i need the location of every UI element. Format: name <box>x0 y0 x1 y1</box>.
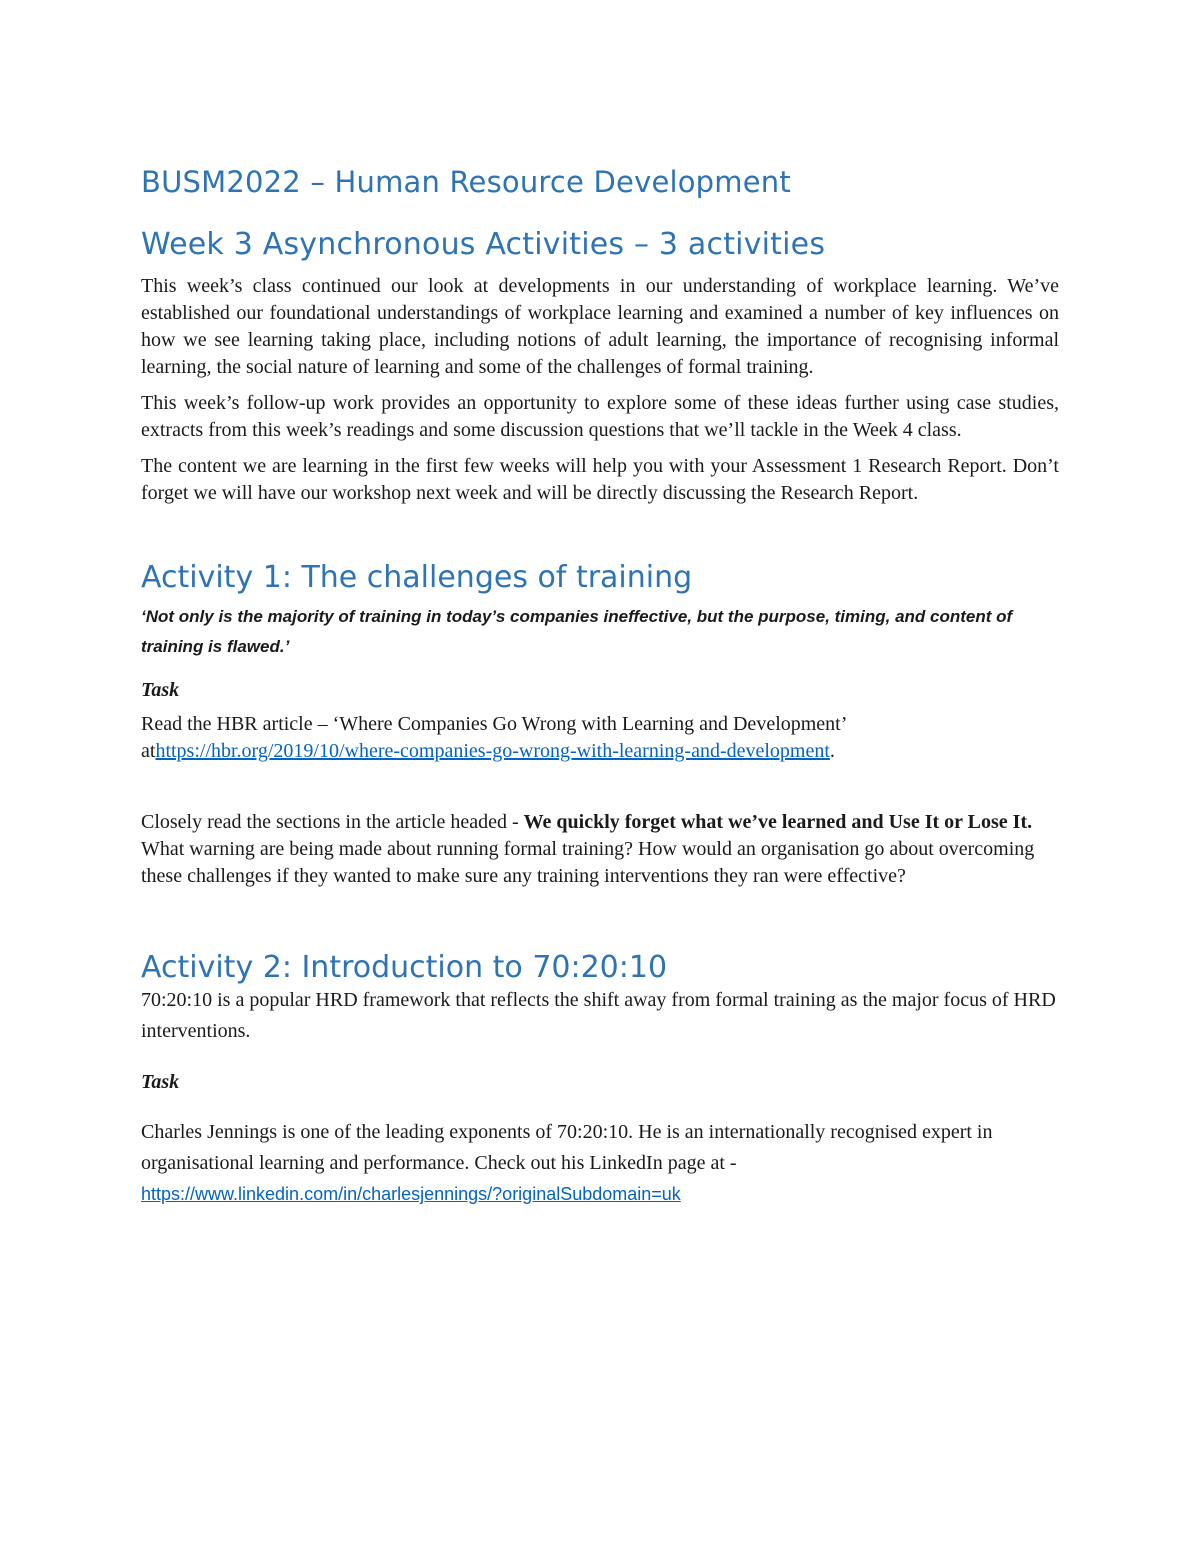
activity2-heading: Activity 2: Introduction to 70:20:10 <box>141 950 668 985</box>
activity1-at-text: at <box>141 740 156 762</box>
activity2-task-label: Task <box>141 1071 180 1093</box>
activity1-heading: Activity 1: The challenges of training <box>141 560 693 595</box>
activity1-read-text: Read the HBR article – ‘Where Companies Go Wrong with Learning and Development’ <box>141 713 848 735</box>
activity1-closely-prefix: Closely read the sections in the article headed - <box>141 811 524 833</box>
activity2-jennings-text: Charles Jennings is one of the leading exponents of 70:20:10. He is an internationally recognised expert in organisational learning and performance. Check out his LinkedIn page at - <box>141 1121 993 1174</box>
activity1-closely-bold: We quickly forget what we’ve learned and Use It or Lose It. <box>523 811 1033 833</box>
hbr-article-link[interactable]: https://hbr.org/2019/10/where-companies-go-wrong-with-learning-and-development <box>155 740 830 762</box>
course-title: BUSM2022 – Human Resource Development <box>141 165 791 199</box>
activity2-jennings-paragraph <box>141 1117 1059 1210</box>
activity2-intro: 70:20:10 is a popular HRD framework that reflects the shift away from formal training as the major focus of HRD interventions. <box>141 989 1056 1042</box>
intro-paragraph-1: This week’s class continued our look at developments in our understanding of workplace learning. We’ve established our foundational understandings of workplace learning and examined a number of key influences on how we see learning taking place, including notions of adult learning, the importance of recognising informal learning, the social nature of learning and some of the challenges of formal training. <box>141 275 1059 378</box>
intro-paragraph-3: The content we are learning in the first few weeks will help you with your Assessment 1 Research Report. Don’t forget we will have our workshop next week and will be directly discussing the Research Report. <box>141 455 1059 504</box>
document-page <box>141 160 1059 1210</box>
activity1-read-paragraph <box>141 711 1059 765</box>
activity1-closely-rest: What warning are being made about running formal training? How would an organisation go about overcoming these challenges if they wanted to make sure any training interventions they ran were effective? <box>141 838 1035 887</box>
intro-paragraph-2: This week’s follow-up work provides an opportunity to explore some of these ideas further using case studies, extracts from this week’s readings and some discussion questions that we’ll tackle in the Week 4 class. <box>141 392 1059 441</box>
week-title: Week 3 Asynchronous Activities – 3 activities <box>141 227 826 262</box>
linkedin-link[interactable]: https://www.linkedin.com/in/charlesjennings/?originalSubdomain=uk <box>141 1184 681 1204</box>
activity1-closely-paragraph <box>141 809 1059 890</box>
activity1-task-label: Task <box>141 679 180 701</box>
activity1-after-link: . <box>829 740 835 762</box>
activity1-quote: ‘Not only is the majority of training in today’s companies ineffective, but the purpose, timing, and content of training is flawed.’ <box>141 607 1013 656</box>
